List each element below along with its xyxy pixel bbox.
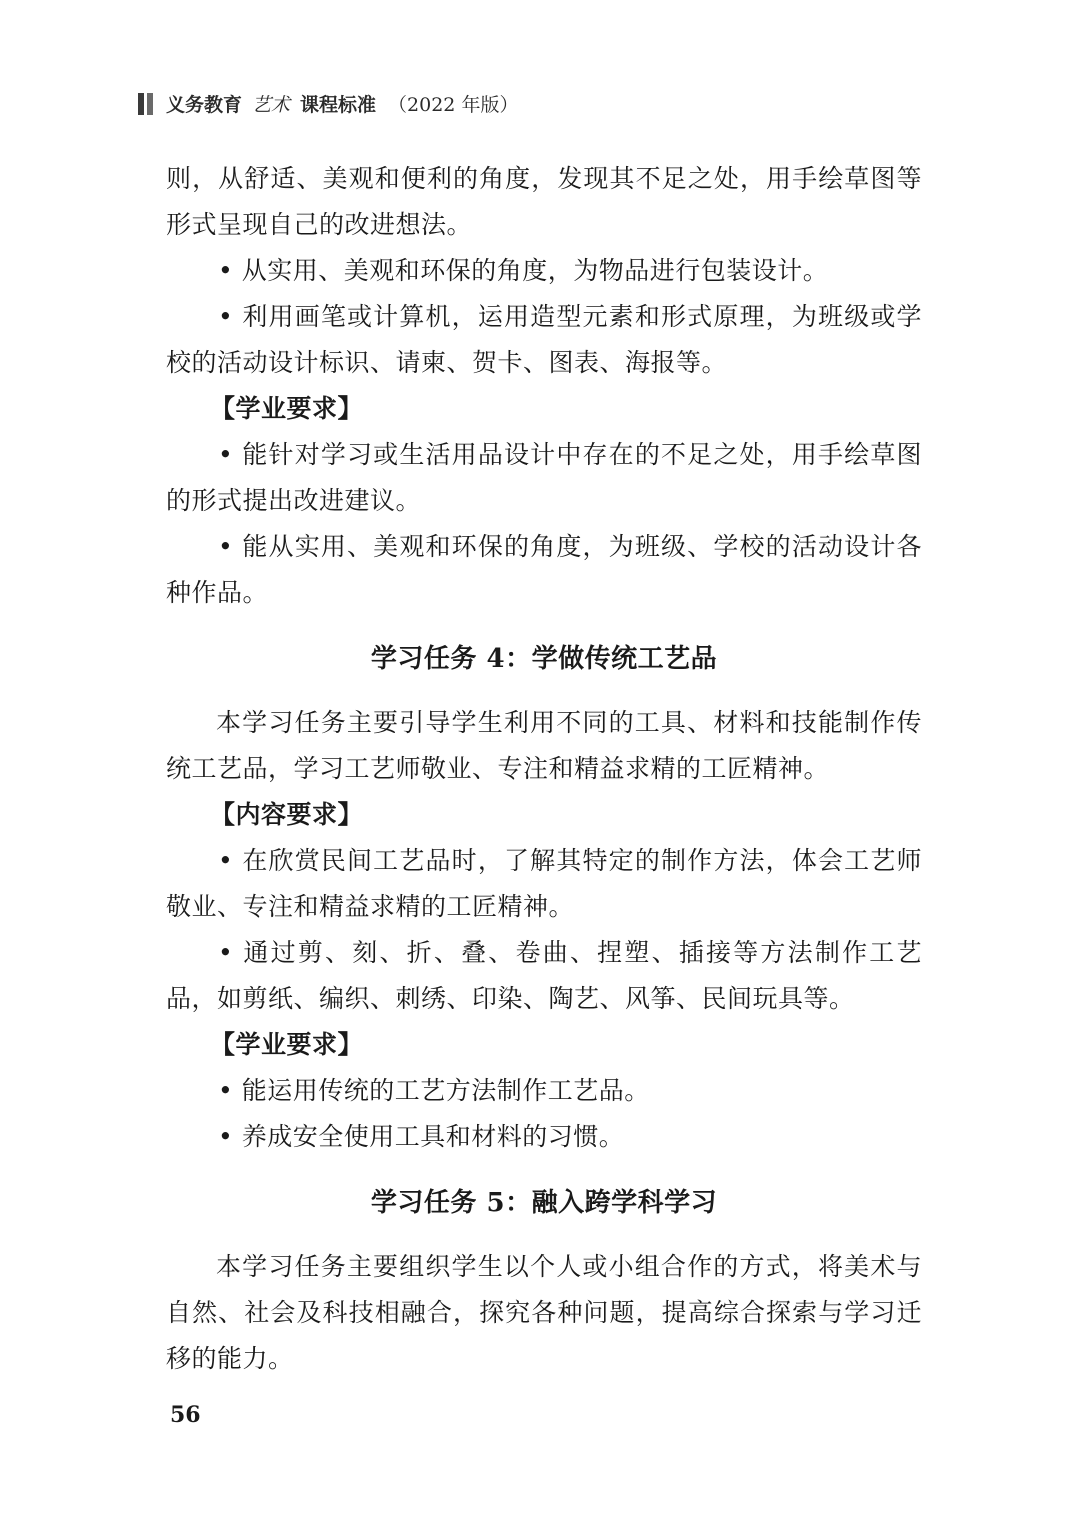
label-academic-requirements-2: 【学业要求】 bbox=[210, 1030, 364, 1059]
bullet-logo-design: • 利用画笔或计算机，运用造型元素和形式原理，为班级或学校的活动设计标识、请柬、贺卡、图表、海报等。 bbox=[166, 302, 922, 377]
header-prefix: 义务教育 bbox=[166, 94, 243, 116]
label-content-requirements: 【内容要求】 bbox=[210, 800, 364, 829]
header-suffix: 课程标准 bbox=[300, 94, 377, 116]
section-title-task-4: 学习任务 4：学做传统工艺品 bbox=[370, 644, 718, 674]
bullet-improvement-suggestions: • 能针对学习或生活用品设计中存在的不足之处，用手绘草图的形式提出改进建议。 bbox=[166, 440, 922, 515]
section-title-task-5: 学习任务 5：融入跨学科学习 bbox=[370, 1188, 718, 1218]
bullet-packaging-design: • 从实用、美观和环保的角度，为物品进行包装设计。 bbox=[218, 256, 829, 285]
paragraph-continued: 则，从舒适、美观和便利的角度，发现其不足之处，用手绘草图等形式呈现自己的改进想法。 bbox=[166, 164, 922, 239]
running-header bbox=[138, 90, 518, 117]
bullet-safety-habits: • 养成安全使用工具和材料的习惯。 bbox=[218, 1122, 625, 1151]
header-edition: （2022 年版） bbox=[388, 94, 519, 116]
page-body bbox=[166, 156, 922, 1382]
bullet-activity-design: • 能从实用、美观和环保的角度，为班级、学校的活动设计各种作品。 bbox=[166, 532, 922, 607]
bullet-craft-methods: • 通过剪、刻、折、叠、卷曲、捏塑、插接等方法制作工艺品，如剪纸、编织、刺绣、印染、陶艺、风筝、民间玩具等。 bbox=[166, 938, 922, 1013]
page-number: 56 bbox=[170, 1402, 201, 1428]
task-4-intro: 本学习任务主要引导学生利用不同的工具、材料和技能制作传统工艺品，学习工艺师敬业、专注和精益求精的工匠精神。 bbox=[166, 708, 922, 783]
header-bar-icon bbox=[138, 93, 156, 115]
bullet-folk-crafts: • 在欣赏民间工艺品时，了解其特定的制作方法，体会工艺师敬业、专注和精益求精的工匠精神。 bbox=[166, 846, 922, 921]
bullet-traditional-methods: • 能运用传统的工艺方法制作工艺品。 bbox=[218, 1076, 650, 1105]
header-subject: 艺术 bbox=[252, 94, 291, 116]
label-academic-requirements-1: 【学业要求】 bbox=[210, 394, 364, 423]
task-5-intro: 本学习任务主要组织学生以个人或小组合作的方式，将美术与自然、社会及科技相融合，探究各种问题，提高综合探索与学习迁移的能力。 bbox=[166, 1252, 922, 1373]
